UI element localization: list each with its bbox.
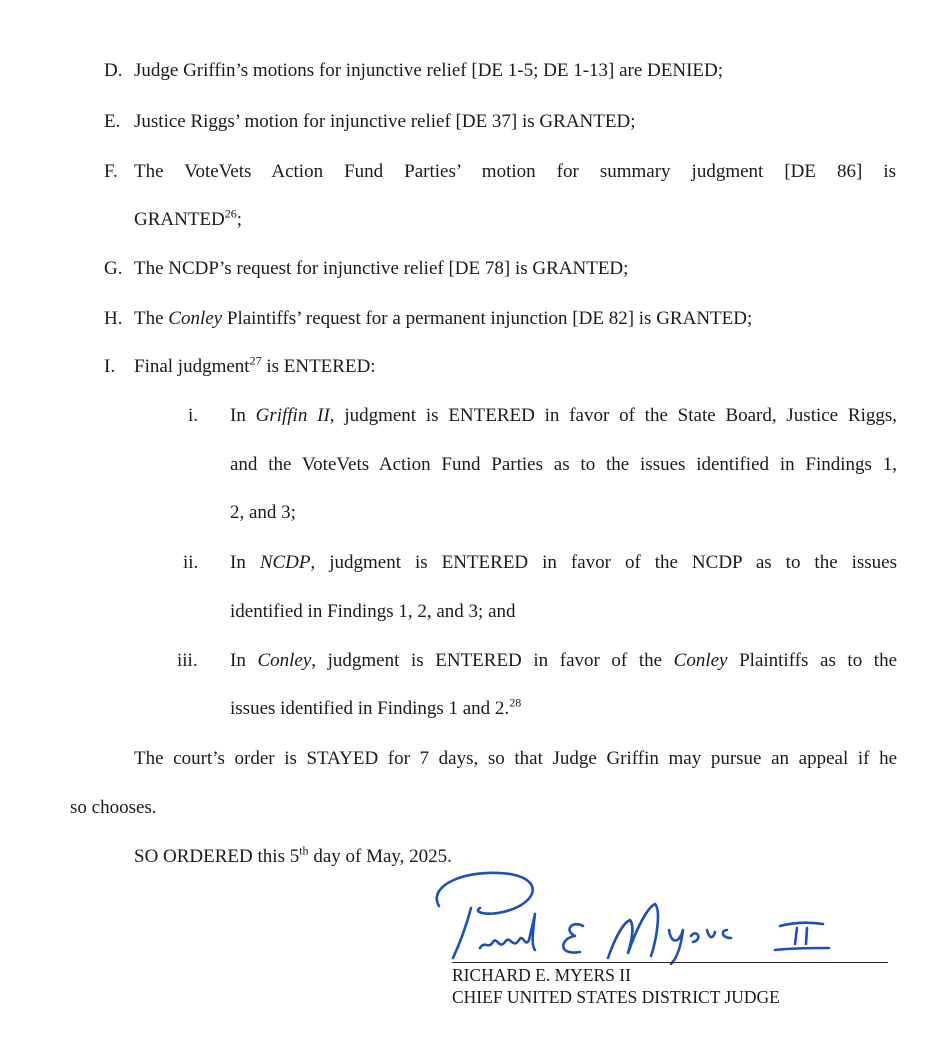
subitem-ii-line2: identified in Findings 1, 2, and 3; and [230,601,516,622]
subitem-label-iii: iii. [177,650,198,671]
signature-stroke-r-loop [437,873,533,914]
signature-stroke-m [608,904,658,958]
signature-stroke-ii [775,923,829,950]
item-label-f: F. [104,161,118,182]
signature-line [452,962,888,963]
signature-stroke-r-stem [453,908,471,958]
judge-name: RICHARD E. MYERS II [452,965,631,985]
subitem-i-line3: 2, and 3; [230,502,296,523]
judge-title: CHIEF UNITED STATES DISTRICT JUDGE [452,987,780,1007]
subitem-label-i: i. [188,405,199,426]
item-label-e: E. [104,111,121,132]
stay-paragraph-line2: so chooses. [70,797,157,818]
signature-stroke-ichard [480,914,535,950]
item-i-text: Final judgment$^{27}$ is ENTERED: [134,353,376,377]
signature-stroke-e [563,924,583,952]
subitem-iii-line1: In Conley, judgment is ENTERED in favor of the Conley Plaintiffs as to the [230,650,898,671]
subitem-i-line1: In Griffin II, judgment is ENTERED in favor of the State Board, Justice Riggs, [230,405,897,426]
stay-paragraph-line1: The court’s order is STAYED for 7 days, so that Judge Griffin may pursue an appeal if he [134,748,897,769]
item-f-line2: GRANTED$^{26}$; [134,206,243,230]
signature-image [425,868,865,968]
subitem-label-ii: ii. [183,552,199,573]
footnote-28: 28 [509,695,522,710]
subitem-ii-line1: In NCDP, judgment is ENTERED in favor of the NCDP as to the issues [230,552,898,573]
subitem-iii-line2: issues identified in Findings 1 and 2.28 [230,695,522,719]
item-label-i: I. [104,356,116,377]
item-f-line1: The VoteVets Action Fund Parties’ motion for summary judgment [DE 86] is [134,161,896,182]
item-h-text: The Conley Plaintiffs’ request for a permanent injunction [DE 82] is GRANTED; [134,308,753,329]
item-label-h: H. [104,308,123,329]
item-label-g: G. [104,258,123,279]
item-e-text: Justice Riggs’ motion for injunctive relief [DE 37] is GRANTED; [134,111,636,132]
footnote-26: 26 [224,206,237,221]
footnote-27: 27 [249,353,262,368]
subitem-i-line2: and the VoteVets Action Fund Parties as to the issues identified in Findings 1, [230,454,897,475]
signature-stroke-yers [669,930,731,964]
so-ordered-line: SO ORDERED this 5th day of May, 2025. [134,843,452,867]
item-label-d: D. [104,60,123,81]
item-g-text: The NCDP’s request for injunctive relief [DE 78] is GRANTED; [134,258,629,279]
item-d-text: Judge Griffin’s motions for injunctive relief [DE 1-5; DE 1-13] are DENIED; [134,60,724,81]
